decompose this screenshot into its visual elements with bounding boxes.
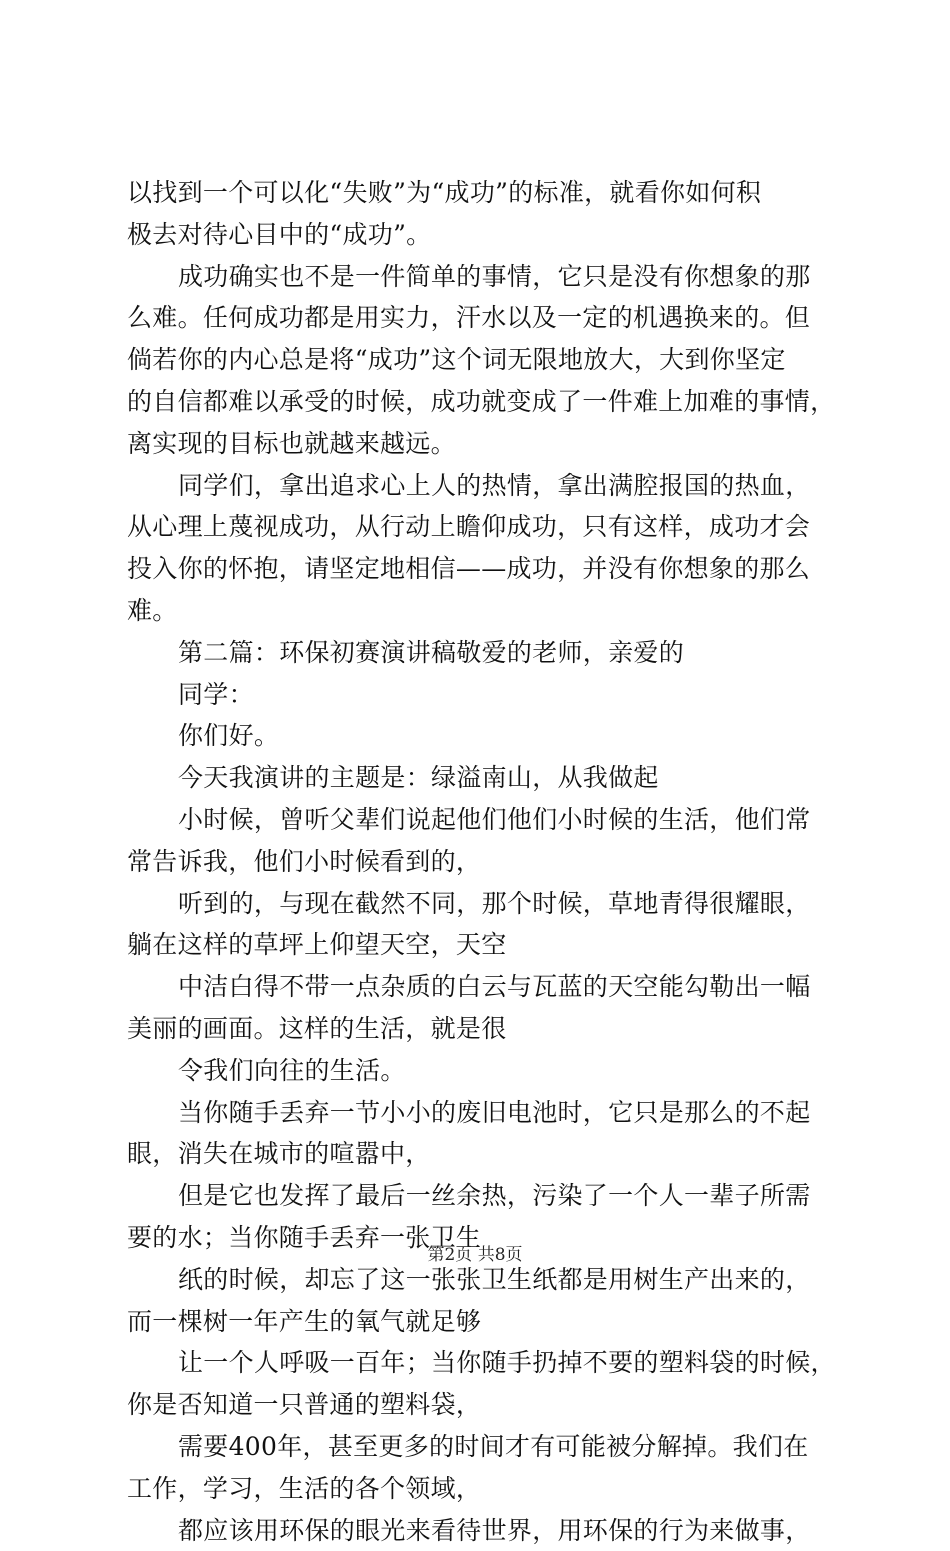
text-line: 第二篇：环保初赛演讲稿敬爱的老师，亲爱的	[127, 632, 842, 674]
paragraph	[127, 256, 842, 465]
paragraph	[127, 799, 842, 883]
text-line: 令我们向往的生活。	[127, 1050, 842, 1092]
text-line: 今天我演讲的主题是：绿溢南山，从我做起	[127, 757, 842, 799]
text-line: 成功确实也不是一件简单的事情，它只是没有你想象的那	[127, 256, 842, 298]
text-line: 当你随手丢弃一节小小的废旧电池时，它只是那么的不起	[127, 1092, 842, 1134]
text-line: 工作，学习，生活的各个领域，	[127, 1468, 842, 1510]
text-line: 难。	[127, 590, 842, 632]
text-line: 同学们，拿出追求心上人的热情，拿出满腔报国的热血，	[127, 465, 842, 507]
paragraph	[127, 1259, 842, 1343]
text-line: 你们好。	[127, 715, 842, 757]
paragraph	[127, 465, 842, 632]
text-line: 中洁白得不带一点杂质的白云与瓦蓝的天空能勾勒出一幅	[127, 966, 842, 1008]
text-line: 都应该用环保的眼光来看待世界，用环保的行为来做事，	[127, 1510, 842, 1551]
text-line: 投入你的怀抱，请坚定地相信——成功，并没有你想象的那么	[127, 548, 842, 590]
paragraph	[127, 1510, 842, 1551]
text-line: 你是否知道一只普通的塑料袋，	[127, 1384, 842, 1426]
page-number-label: 第2页 共8页	[427, 1245, 522, 1265]
text-line: 从心理上蔑视成功，从行动上瞻仰成功，只有这样，成功才会	[127, 506, 842, 548]
paragraph	[127, 1426, 842, 1510]
paragraph	[127, 757, 842, 799]
text-line: 以找到一个可以化“失败”为“成功”的标准，就看你如何积	[127, 172, 842, 214]
page-footer	[0, 1245, 950, 1265]
text-line: 倘若你的内心总是将“成功”这个词无限地放大，大到你坚定	[127, 339, 842, 381]
text-line: 极去对待心目中的“成功”。	[127, 214, 842, 256]
text-line: 小时候，曾听父辈们说起他们他们小时候的生活，他们常	[127, 799, 842, 841]
paragraph	[127, 632, 842, 674]
text-line: 纸的时候，却忘了这一张张卫生纸都是用树生产出来的，	[127, 1259, 842, 1301]
text-line: 要的水；当你随手丢弃一张卫生	[127, 1217, 842, 1259]
text-line: 需要400年，甚至更多的时间才有可能被分解掉。我们在	[127, 1426, 842, 1468]
text-line: 么难。任何成功都是用实力，汗水以及一定的机遇换来的。但	[127, 297, 842, 339]
text-line: 让一个人呼吸一百年；当你随手扔掉不要的塑料袋的时候，	[127, 1342, 842, 1384]
text-line: 听到的，与现在截然不同，那个时候，草地青得很耀眼，	[127, 883, 842, 925]
paragraph	[127, 966, 842, 1050]
paragraph	[127, 1050, 842, 1092]
text-line: 但是它也发挥了最后一丝余热，污染了一个人一辈子所需	[127, 1175, 842, 1217]
paragraph	[127, 674, 842, 716]
text-line: 常告诉我，他们小时候看到的，	[127, 841, 842, 883]
paragraph	[127, 715, 842, 757]
text-line: 躺在这样的草坪上仰望天空，天空	[127, 924, 842, 966]
paragraph	[127, 172, 842, 256]
text-line: 的自信都难以承受的时候，成功就变成了一件难上加难的事情，	[127, 381, 842, 423]
text-line: 眼，消失在城市的喧嚣中，	[127, 1133, 842, 1175]
text-line: 离实现的目标也就越来越远。	[127, 423, 842, 465]
paragraph	[127, 1342, 842, 1426]
text-line: 美丽的画面。这样的生活，就是很	[127, 1008, 842, 1050]
text-line: 同学：	[127, 674, 842, 716]
document-body	[127, 172, 842, 1551]
text-line: 而一棵树一年产生的氧气就足够	[127, 1301, 842, 1343]
paragraph	[127, 1092, 842, 1176]
paragraph	[127, 883, 842, 967]
